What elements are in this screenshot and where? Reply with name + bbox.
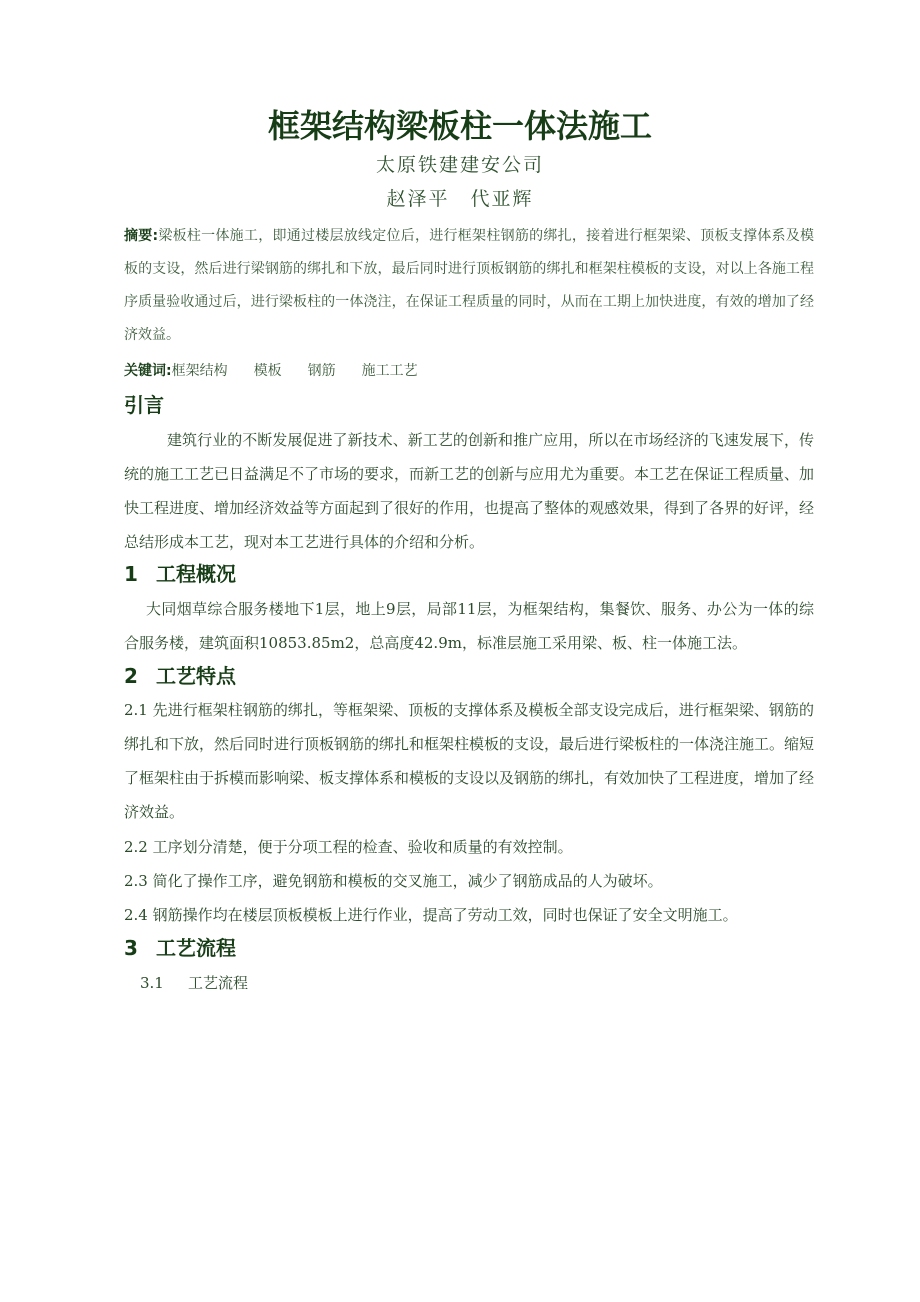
section-2-1-paragraph: 2.1 先进行框架柱钢筋的绑扎，等框架梁、顶板的支撑体系及模板全部支设完成后，进行框架梁、钢筋的绑扎和下放，然后同时进行顶板钢筋的绑扎和框架柱模板的支设，最后进行梁板柱的一体浇注施工。缩短了框架柱由于拆模而影响梁、板支撑体系和模板的支设以及钢筋的绑扎，有效加快了工程进度，增加了经济效益。 (124, 701, 815, 821)
section-number: 2 (124, 664, 138, 688)
section-number: 1 (124, 562, 138, 586)
section-title: 工程概况 (156, 562, 236, 586)
keywords (124, 358, 444, 384)
abstract-label: 摘要: (124, 228, 159, 244)
subsection-3-1 (140, 971, 248, 995)
section-2-3-paragraph: 2.3 简化了操作工序，避免钢筋和模板的交叉施工，减少了钢筋成品的人为破坏。 (124, 872, 663, 890)
section-2-2-paragraph: 2.2 工序划分清楚，便于分项工程的检查、验收和质量的有效控制。 (124, 838, 573, 856)
section-3-heading (124, 934, 236, 962)
section-title: 工艺特点 (156, 664, 236, 688)
subsection-title: 工艺流程 (188, 974, 249, 992)
abstract (124, 220, 814, 352)
section-1-paragraph: 大同烟草综合服务楼地下1层，地上9层，局部11层，为框架结构，集餐饮、服务、办公为一体的综合服务楼，建筑面积10853.85m2，总高度42.9m，标准层施工采用梁、板、柱一体施工法。 (124, 600, 814, 652)
keyword: 钢筋 (307, 363, 336, 379)
document-title: 框架结构梁板柱一体法施工 (267, 107, 652, 145)
authors: 赵泽平 代亚辉 (386, 188, 534, 210)
keywords-label: 关键词: (124, 363, 172, 379)
keyword: 模板 (253, 363, 282, 379)
section-number: 3 (124, 936, 138, 960)
keyword: 施工工艺 (361, 363, 418, 379)
section-2-4-paragraph: 2.4 钢筋操作均在楼层顶板模板上进行作业，提高了劳动工效，同时也保证了安全文明施工。 (124, 906, 738, 924)
subsection-number: 3.1 (140, 974, 164, 992)
abstract-text: 梁板柱一体施工，即通过楼层放线定位后，进行框架柱钢筋的绑扎，接着进行框架梁、顶板支撑体系及模板的支设，然后进行梁钢筋的绑扎和下放，最后同时进行顶板钢筋的绑扎和框架柱模板的支设，对以上各施工程序质量验收通过后，进行梁板柱的一体浇注，在保证工程质量的同时，从而在工期上加快进度，有效的增加了经济效益。 (124, 228, 814, 343)
intro-heading: 引言 (124, 393, 164, 417)
section-1-heading (124, 560, 236, 588)
section-title: 工艺流程 (156, 936, 236, 960)
section-2-heading (124, 662, 236, 690)
intro-paragraph: 建筑行业的不断发展促进了新技术、新工艺的创新和推广应用，所以在市场经济的飞速发展下，传统的施工工艺已日益满足不了市场的要求，而新工艺的创新与应用尤为重要。本工艺在保证工程质量、加快工程进度、增加经济效益等方面起到了很好的作用，也提高了整体的观感效果，得到了各界的好评，经总结形成本工艺，现对本工艺进行具体的介绍和分析。 (124, 431, 815, 551)
keyword: 框架结构 (171, 363, 228, 379)
company-name: 太原铁建建安公司 (375, 154, 544, 176)
